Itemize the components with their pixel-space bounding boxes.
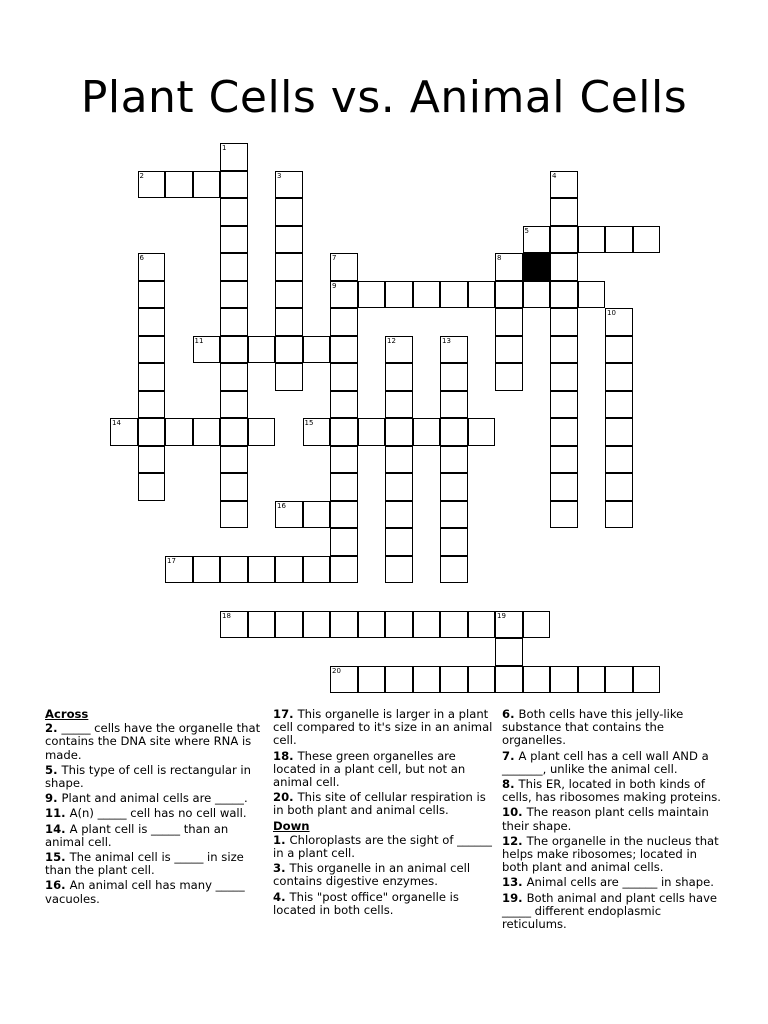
clue-number: 19 <box>497 611 506 620</box>
grid-cell[interactable] <box>385 391 413 419</box>
clue-number: 20 <box>332 666 341 675</box>
clue-15 <box>45 851 263 877</box>
grid-cell[interactable] <box>358 666 386 694</box>
grid-cell[interactable] <box>468 281 496 309</box>
clue-text: _____ cells have the organelle that contains the DNA site where RNA is made. <box>45 721 261 762</box>
grid-cell[interactable] <box>330 446 358 474</box>
grid-cell[interactable] <box>440 611 468 639</box>
clue-number: 4 <box>552 171 557 180</box>
grid-cell[interactable] <box>220 473 248 501</box>
clue-number-label: 18. <box>273 748 298 763</box>
grid-cell[interactable] <box>330 336 358 364</box>
grid-cell[interactable] <box>358 611 386 639</box>
grid-cell[interactable] <box>275 308 303 336</box>
clue-heading: Across <box>45 707 89 721</box>
grid-cell[interactable] <box>550 336 578 364</box>
grid-cell[interactable] <box>550 501 578 529</box>
grid-cell[interactable] <box>275 363 303 391</box>
clue-number: 5 <box>524 226 529 235</box>
clue-14 <box>45 823 263 849</box>
clues-column-1 <box>45 708 263 908</box>
clue-text: This organelle is larger in a plant cell compared to it's size in an animal cell. <box>273 707 493 748</box>
grid-cell[interactable] <box>550 446 578 474</box>
clue-number-label: 11. <box>45 806 70 821</box>
clue-text: This "post office" organelle is located in both cells. <box>273 889 459 917</box>
grid-cell[interactable] <box>220 253 248 281</box>
grid-cell[interactable] <box>633 666 661 694</box>
grid-cell[interactable] <box>523 666 551 694</box>
grid-cell[interactable] <box>330 418 358 446</box>
grid-cell[interactable] <box>303 501 331 529</box>
grid-cell[interactable] <box>468 611 496 639</box>
grid-cell[interactable] <box>495 336 523 364</box>
grid-cell[interactable] <box>495 308 523 336</box>
grid-cell[interactable] <box>523 611 551 639</box>
clue-2 <box>45 722 263 762</box>
grid-cell[interactable] <box>193 556 221 584</box>
grid-cell[interactable] <box>330 666 358 694</box>
grid-cell[interactable] <box>275 611 303 639</box>
clue-number: 13 <box>442 336 451 345</box>
clue-number: 15 <box>304 419 314 427</box>
clue-text: Both animal and plant cells have _____ different endoplasmic reticulums. <box>502 890 718 932</box>
grid-cell[interactable] <box>550 253 578 281</box>
grid-cell[interactable] <box>385 336 413 364</box>
grid-cell[interactable] <box>138 391 166 419</box>
grid-cell[interactable] <box>275 253 303 281</box>
grid-cell[interactable] <box>385 556 413 584</box>
grid-cell[interactable] <box>275 556 303 584</box>
clue-text: Plant and animal cells are _____. <box>61 791 248 806</box>
grid-cell[interactable] <box>578 281 606 309</box>
grid-cell[interactable] <box>220 336 248 364</box>
grid-cell[interactable] <box>605 336 633 364</box>
grid-cell[interactable] <box>495 253 523 281</box>
clues-column-2 <box>273 708 493 919</box>
grid-cell[interactable] <box>413 281 441 309</box>
grid-cell[interactable] <box>330 528 358 556</box>
grid-cell[interactable] <box>440 666 468 694</box>
grid-cell[interactable] <box>275 171 303 199</box>
grid-cell[interactable] <box>303 418 331 446</box>
grid-cell[interactable] <box>413 611 441 639</box>
grid-cell[interactable] <box>495 666 523 694</box>
clue-number: 11 <box>194 336 204 345</box>
grid-cell[interactable] <box>550 363 578 391</box>
grid-cell[interactable] <box>605 226 633 254</box>
grid-cell[interactable] <box>605 446 633 474</box>
clue-text: These green organelles are located in a plant cell, but not an animal cell. <box>273 748 466 790</box>
grid-cell[interactable] <box>550 171 578 199</box>
grid-cell[interactable] <box>165 418 193 446</box>
clue-4 <box>273 891 493 917</box>
clue-5 <box>45 764 263 790</box>
grid-cell[interactable] <box>330 281 358 309</box>
grid-cell[interactable] <box>138 171 166 199</box>
grid-cell[interactable] <box>138 308 166 336</box>
clue-number-label: 3. <box>273 861 290 876</box>
grid-cell[interactable] <box>220 363 248 391</box>
clue-text: An animal cell has many _____ vacuoles. <box>45 878 245 906</box>
clue-number-label: 5. <box>45 762 62 777</box>
grid-cell[interactable] <box>468 418 496 446</box>
grid-cell[interactable] <box>330 611 358 639</box>
grid-cell[interactable] <box>385 501 413 529</box>
clue-number: 1 <box>222 144 227 152</box>
clue-19 <box>502 892 727 932</box>
clue-number-label: 16. <box>45 878 70 893</box>
grid-cell[interactable] <box>550 666 578 694</box>
clue-text: Chloroplasts are the sight of ______ in a plant cell. <box>273 832 492 861</box>
grid-cell[interactable] <box>138 336 166 364</box>
clue-9 <box>45 792 263 805</box>
grid-cell[interactable] <box>385 611 413 639</box>
grid-cell[interactable] <box>138 253 166 281</box>
grid-cell[interactable] <box>248 556 276 584</box>
clue-number-label: 10. <box>502 805 527 820</box>
grid-cell[interactable] <box>303 611 331 639</box>
grid-cell[interactable] <box>605 418 633 446</box>
grid-cell[interactable] <box>275 501 303 529</box>
grid-cell[interactable] <box>440 363 468 391</box>
clue-number: 17 <box>167 556 176 565</box>
clue-number: 6 <box>139 254 144 262</box>
clue-text: Both cells have this jelly-like substance that contains the organelles. <box>502 707 684 748</box>
grid-cell[interactable] <box>330 253 358 281</box>
clue-8 <box>502 778 727 804</box>
grid-cell[interactable] <box>138 418 166 446</box>
clue-17 <box>273 708 493 748</box>
grid-cell[interactable] <box>440 281 468 309</box>
grid-cell[interactable] <box>440 418 468 446</box>
grid-cell[interactable] <box>275 198 303 226</box>
grid-cell[interactable] <box>605 391 633 419</box>
clue-text: A plant cell is _____ than an animal cell. <box>45 821 229 849</box>
grid-cell[interactable] <box>605 473 633 501</box>
clue-number: 2 <box>139 171 144 180</box>
grid-cell[interactable] <box>605 666 633 694</box>
grid-cell[interactable] <box>413 418 441 446</box>
clue-12 <box>502 835 727 875</box>
clue-20 <box>273 791 493 817</box>
grid-cell[interactable] <box>495 363 523 391</box>
clue-text: This organelle in an animal cell contains digestive enzymes. <box>273 861 471 889</box>
grid-cell[interactable] <box>110 418 138 446</box>
grid-cell[interactable] <box>385 281 413 309</box>
grid-cell[interactable] <box>248 336 276 364</box>
clue-text: Animal cells are ______ in shape. <box>526 875 714 890</box>
grid-cell[interactable] <box>578 226 606 254</box>
grid-cell[interactable] <box>605 308 633 336</box>
grid-cell[interactable] <box>330 363 358 391</box>
clue-text: The reason plant cells maintain their shape. <box>502 805 709 833</box>
grid-cell[interactable] <box>440 336 468 364</box>
grid-cell[interactable] <box>468 666 496 694</box>
grid-cell[interactable] <box>193 171 221 199</box>
clue-10 <box>502 806 727 832</box>
grid-cell[interactable] <box>275 226 303 254</box>
grid-cell[interactable] <box>385 666 413 694</box>
grid-cell[interactable] <box>440 473 468 501</box>
grid-cell[interactable] <box>358 418 386 446</box>
clue-number-label: 2. <box>45 721 62 736</box>
grid-cell[interactable] <box>550 391 578 419</box>
grid-cell[interactable] <box>440 391 468 419</box>
clue-11 <box>45 807 263 820</box>
grid-cell[interactable] <box>605 363 633 391</box>
grid-cell[interactable] <box>138 473 166 501</box>
clue-text: A plant cell has a cell wall AND a _______, unlike the animal cell. <box>502 748 709 776</box>
clue-text: This type of cell is rectangular in shape. <box>45 762 251 791</box>
clue-number-label: 9. <box>45 791 62 806</box>
clue-number-label: 7. <box>502 748 519 763</box>
grid-cell[interactable] <box>220 556 248 584</box>
clue-number: 3 <box>277 171 282 180</box>
clue-text: This site of cellular respiration is in both plant and animal cells. <box>273 790 486 818</box>
clue-number: 9 <box>332 281 337 290</box>
grid-cell[interactable] <box>330 501 358 529</box>
clue-3 <box>273 862 493 888</box>
grid-cell[interactable] <box>385 446 413 474</box>
grid-cell[interactable] <box>385 473 413 501</box>
grid-cell[interactable] <box>330 391 358 419</box>
grid-cell[interactable] <box>165 556 193 584</box>
clue-heading: Down <box>273 818 310 833</box>
grid-cell[interactable] <box>165 171 193 199</box>
grid-cell[interactable] <box>220 501 248 529</box>
grid-cell[interactable] <box>550 226 578 254</box>
grid-cell[interactable] <box>220 171 248 199</box>
grid-cell[interactable] <box>138 446 166 474</box>
grid-cell[interactable] <box>220 143 248 171</box>
grid-cell[interactable] <box>330 308 358 336</box>
grid-cell[interactable] <box>275 281 303 309</box>
clue-number: 14 <box>112 419 121 427</box>
black-cell <box>523 253 551 281</box>
grid-cell[interactable] <box>303 336 331 364</box>
grid-cell[interactable] <box>220 281 248 309</box>
grid-cell[interactable] <box>440 501 468 529</box>
clue-number-label: 17. <box>273 707 298 721</box>
clue-number-label: 12. <box>502 833 527 848</box>
grid-cell[interactable] <box>550 198 578 226</box>
grid-cell[interactable] <box>523 226 551 254</box>
grid-cell[interactable] <box>413 666 441 694</box>
clue-number-label: 14. <box>45 821 70 836</box>
grid-cell[interactable] <box>248 611 276 639</box>
clue-number-label: 6. <box>502 707 519 721</box>
grid-cell[interactable] <box>385 363 413 391</box>
grid-cell[interactable] <box>220 391 248 419</box>
grid-cell[interactable] <box>220 446 248 474</box>
grid-cell[interactable] <box>303 556 331 584</box>
grid-cell[interactable] <box>550 308 578 336</box>
clue-number: 8 <box>497 254 502 262</box>
grid-cell[interactable] <box>138 363 166 391</box>
grid-cell[interactable] <box>550 281 578 309</box>
grid-cell[interactable] <box>275 336 303 364</box>
clue-number-label: 8. <box>502 777 519 792</box>
grid-cell[interactable] <box>358 281 386 309</box>
clue-number-label: 13. <box>502 875 527 890</box>
grid-cell[interactable] <box>385 528 413 556</box>
grid-cell[interactable] <box>605 501 633 529</box>
grid-cell[interactable] <box>138 281 166 309</box>
clue-text: The organelle in the nucleus that helps make ribosomes; located in both plant and animal cells. <box>502 833 719 875</box>
clue-number: 10 <box>607 309 616 317</box>
clue-number: 12 <box>387 336 396 345</box>
clue-18 <box>273 750 493 790</box>
grid-cell[interactable] <box>495 281 523 309</box>
clue-13 <box>502 876 727 889</box>
grid-cell[interactable] <box>220 198 248 226</box>
grid-cell[interactable] <box>578 666 606 694</box>
grid-cell[interactable] <box>495 638 523 666</box>
clue-number-label: 1. <box>273 832 290 847</box>
grid-cell[interactable] <box>550 418 578 446</box>
page-title: Plant Cells vs. Animal Cells <box>80 72 688 123</box>
grid-cell[interactable] <box>220 418 248 446</box>
clue-number-label: 4. <box>273 889 290 904</box>
grid-cell[interactable] <box>193 418 221 446</box>
grid-cell[interactable] <box>220 611 248 639</box>
grid-cell[interactable] <box>495 611 523 639</box>
grid-cell[interactable] <box>440 528 468 556</box>
grid-cell[interactable] <box>193 336 221 364</box>
clue-1 <box>273 834 493 860</box>
grid-cell[interactable] <box>330 473 358 501</box>
grid-cell[interactable] <box>220 308 248 336</box>
clue-text: A(n) _____ cell has no cell wall. <box>69 806 247 821</box>
grid-cell[interactable] <box>330 556 358 584</box>
clue-number: 7 <box>332 254 337 262</box>
clue-number-label: 19. <box>502 890 527 905</box>
clue-7 <box>502 750 727 776</box>
clue-16 <box>45 879 263 905</box>
clues-column-3 <box>502 708 727 933</box>
grid-cell[interactable] <box>248 418 276 446</box>
grid-cell[interactable] <box>633 226 661 254</box>
clue-text: This ER, located in both kinds of cells, has ribosomes making proteins. <box>502 777 721 805</box>
clue-number: 18 <box>222 611 231 620</box>
clue-number-label: 20. <box>273 790 298 805</box>
clue-6 <box>502 708 727 748</box>
clue-text: The animal cell is _____ in size than the plant cell. <box>45 850 244 878</box>
grid-cell[interactable] <box>440 556 468 584</box>
grid-cell[interactable] <box>523 281 551 309</box>
grid-cell[interactable] <box>440 446 468 474</box>
clue-number-label: 15. <box>45 850 70 865</box>
grid-cell[interactable] <box>220 226 248 254</box>
grid-cell[interactable] <box>550 473 578 501</box>
clue-number: 16 <box>277 501 286 510</box>
grid-cell[interactable] <box>385 418 413 446</box>
